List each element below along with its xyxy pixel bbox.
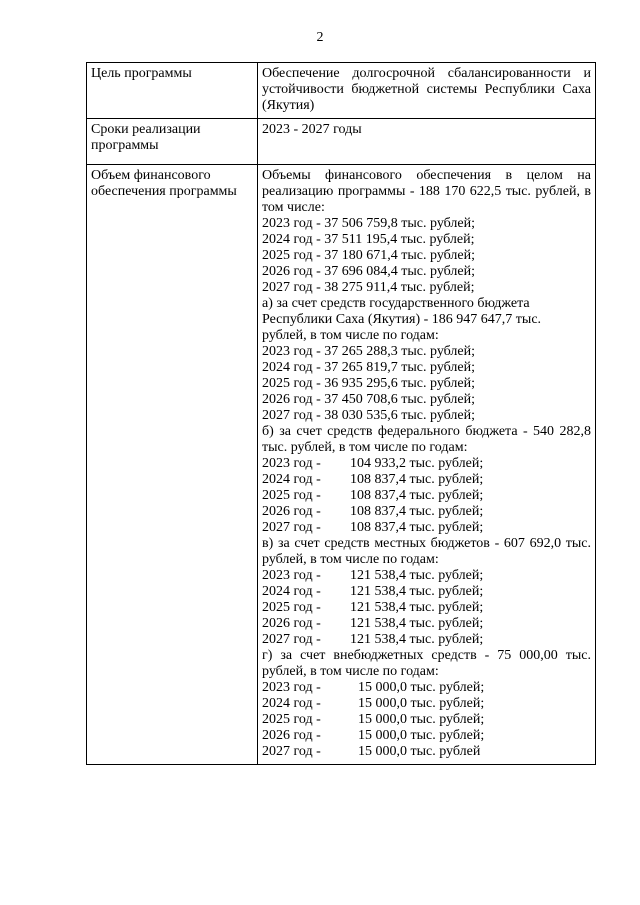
amount-value: 121 538,4 тыс. рублей; bbox=[350, 616, 484, 631]
total-years-list bbox=[262, 216, 591, 296]
list-item bbox=[262, 712, 591, 728]
funding-intro: Объемы финансового обеспечения в целом на реализацию программы - 188 170 622,5 тыс. рублей, в том числе: bbox=[262, 168, 591, 215]
year-label: 2024 год - bbox=[262, 472, 321, 487]
year-label: 2025 год - bbox=[262, 488, 321, 503]
year-label: 2027 год - bbox=[262, 632, 321, 647]
year-label: 2027 год - bbox=[262, 744, 321, 759]
local-intro: в) за счет средств местных бюджетов - 607 692,0 тыс. рублей, в том числе по годам: bbox=[262, 536, 591, 567]
year-label: 2023 год - bbox=[262, 680, 321, 695]
state-intro-line: а) за счет средств государственного бюджета bbox=[262, 296, 530, 311]
extra-years-list bbox=[262, 680, 591, 760]
federal-intro: б) за счет средств федерального бюджета - 540 282,8 тыс. рублей, в том числе по годам: bbox=[262, 424, 591, 455]
amount-value: 15 000,0 тыс. рублей; bbox=[358, 712, 485, 727]
amount-value: 121 538,4 тыс. рублей; bbox=[350, 632, 484, 647]
extra-intro: г) за счет внебюджетных средств - 75 000,00 тыс. рублей, в том числе по годам: bbox=[262, 648, 591, 679]
state-intro-line: Республики Саха (Якутия) - 186 947 647,7 тыс. bbox=[262, 312, 542, 327]
table-row-goal bbox=[87, 63, 596, 119]
year-label: 2026 год - bbox=[262, 728, 321, 743]
amount-value: 121 538,4 тыс. рублей; bbox=[350, 568, 484, 583]
amount-value: 121 538,4 тыс. рублей; bbox=[350, 584, 484, 599]
year-label: 2025 год - bbox=[262, 712, 321, 727]
year-label: 2027 год - bbox=[262, 520, 321, 535]
list-item bbox=[262, 728, 591, 744]
amount-value: 15 000,0 тыс. рублей; bbox=[358, 696, 485, 711]
year-label: 2026 год - bbox=[262, 616, 321, 631]
amount-value: 108 837,4 тыс. рублей; bbox=[350, 504, 484, 519]
state-years-list bbox=[262, 344, 591, 424]
table-row-period bbox=[87, 119, 596, 165]
funding-value bbox=[258, 165, 596, 765]
list-item: 2023 год - 37 506 759,8 тыс. рублей; bbox=[262, 216, 476, 231]
list-item bbox=[262, 616, 591, 632]
list-item bbox=[262, 744, 591, 760]
state-intro-line: рублей, в том числе по годам: bbox=[262, 328, 439, 343]
list-item bbox=[262, 520, 591, 536]
list-item: 2026 год - 37 450 708,6 тыс. рублей; bbox=[262, 392, 476, 407]
list-item bbox=[262, 696, 591, 712]
period-label: Сроки реализации программы bbox=[87, 119, 258, 165]
list-item bbox=[262, 680, 591, 696]
amount-value: 15 000,0 тыс. рублей; bbox=[358, 680, 485, 695]
page-number: 2 bbox=[316, 30, 324, 45]
list-item: 2023 год - 37 265 288,3 тыс. рублей; bbox=[262, 344, 476, 359]
list-item: 2027 год - 38 275 911,4 тыс. рублей; bbox=[262, 280, 475, 295]
amount-value: 15 000,0 тыс. рублей; bbox=[358, 728, 485, 743]
funding-label: Объем финансового обеспечения программы bbox=[87, 165, 258, 765]
list-item: 2025 год - 37 180 671,4 тыс. рублей; bbox=[262, 248, 476, 263]
program-passport-table bbox=[86, 62, 596, 765]
list-item: 2026 год - 37 696 084,4 тыс. рублей; bbox=[262, 264, 476, 279]
amount-value: 108 837,4 тыс. рублей; bbox=[350, 520, 484, 535]
amount-value: 108 837,4 тыс. рублей; bbox=[350, 472, 484, 487]
federal-years-list bbox=[262, 456, 591, 536]
period-value: 2023 - 2027 годы bbox=[258, 119, 596, 165]
list-item bbox=[262, 632, 591, 648]
year-label: 2026 год - bbox=[262, 504, 321, 519]
list-item: 2024 год - 37 511 195,4 тыс. рублей; bbox=[262, 232, 475, 247]
list-item bbox=[262, 600, 591, 616]
list-item: 2025 год - 36 935 295,6 тыс. рублей; bbox=[262, 376, 476, 391]
year-label: 2024 год - bbox=[262, 696, 321, 711]
list-item bbox=[262, 504, 591, 520]
list-item bbox=[262, 584, 591, 600]
amount-value: 104 933,2 тыс. рублей; bbox=[350, 456, 484, 471]
year-label: 2023 год - bbox=[262, 456, 321, 471]
year-label: 2023 год - bbox=[262, 568, 321, 583]
list-item bbox=[262, 568, 591, 584]
year-label: 2025 год - bbox=[262, 600, 321, 615]
year-label: 2024 год - bbox=[262, 584, 321, 599]
amount-value: 121 538,4 тыс. рублей; bbox=[350, 600, 484, 615]
amount-value: 108 837,4 тыс. рублей; bbox=[350, 488, 484, 503]
list-item bbox=[262, 488, 591, 504]
amount-value: 15 000,0 тыс. рублей bbox=[358, 744, 481, 759]
list-item: 2027 год - 38 030 535,6 тыс. рублей; bbox=[262, 408, 476, 423]
list-item bbox=[262, 472, 591, 488]
goal-value: Обеспечение долгосрочной сбалансированности и устойчивости бюджетной системы Республики Саха (Якутия) bbox=[258, 63, 596, 119]
local-years-list bbox=[262, 568, 591, 648]
goal-label: Цель программы bbox=[87, 63, 258, 119]
list-item bbox=[262, 456, 591, 472]
table-row-funding bbox=[87, 165, 596, 765]
list-item: 2024 год - 37 265 819,7 тыс. рублей; bbox=[262, 360, 476, 375]
